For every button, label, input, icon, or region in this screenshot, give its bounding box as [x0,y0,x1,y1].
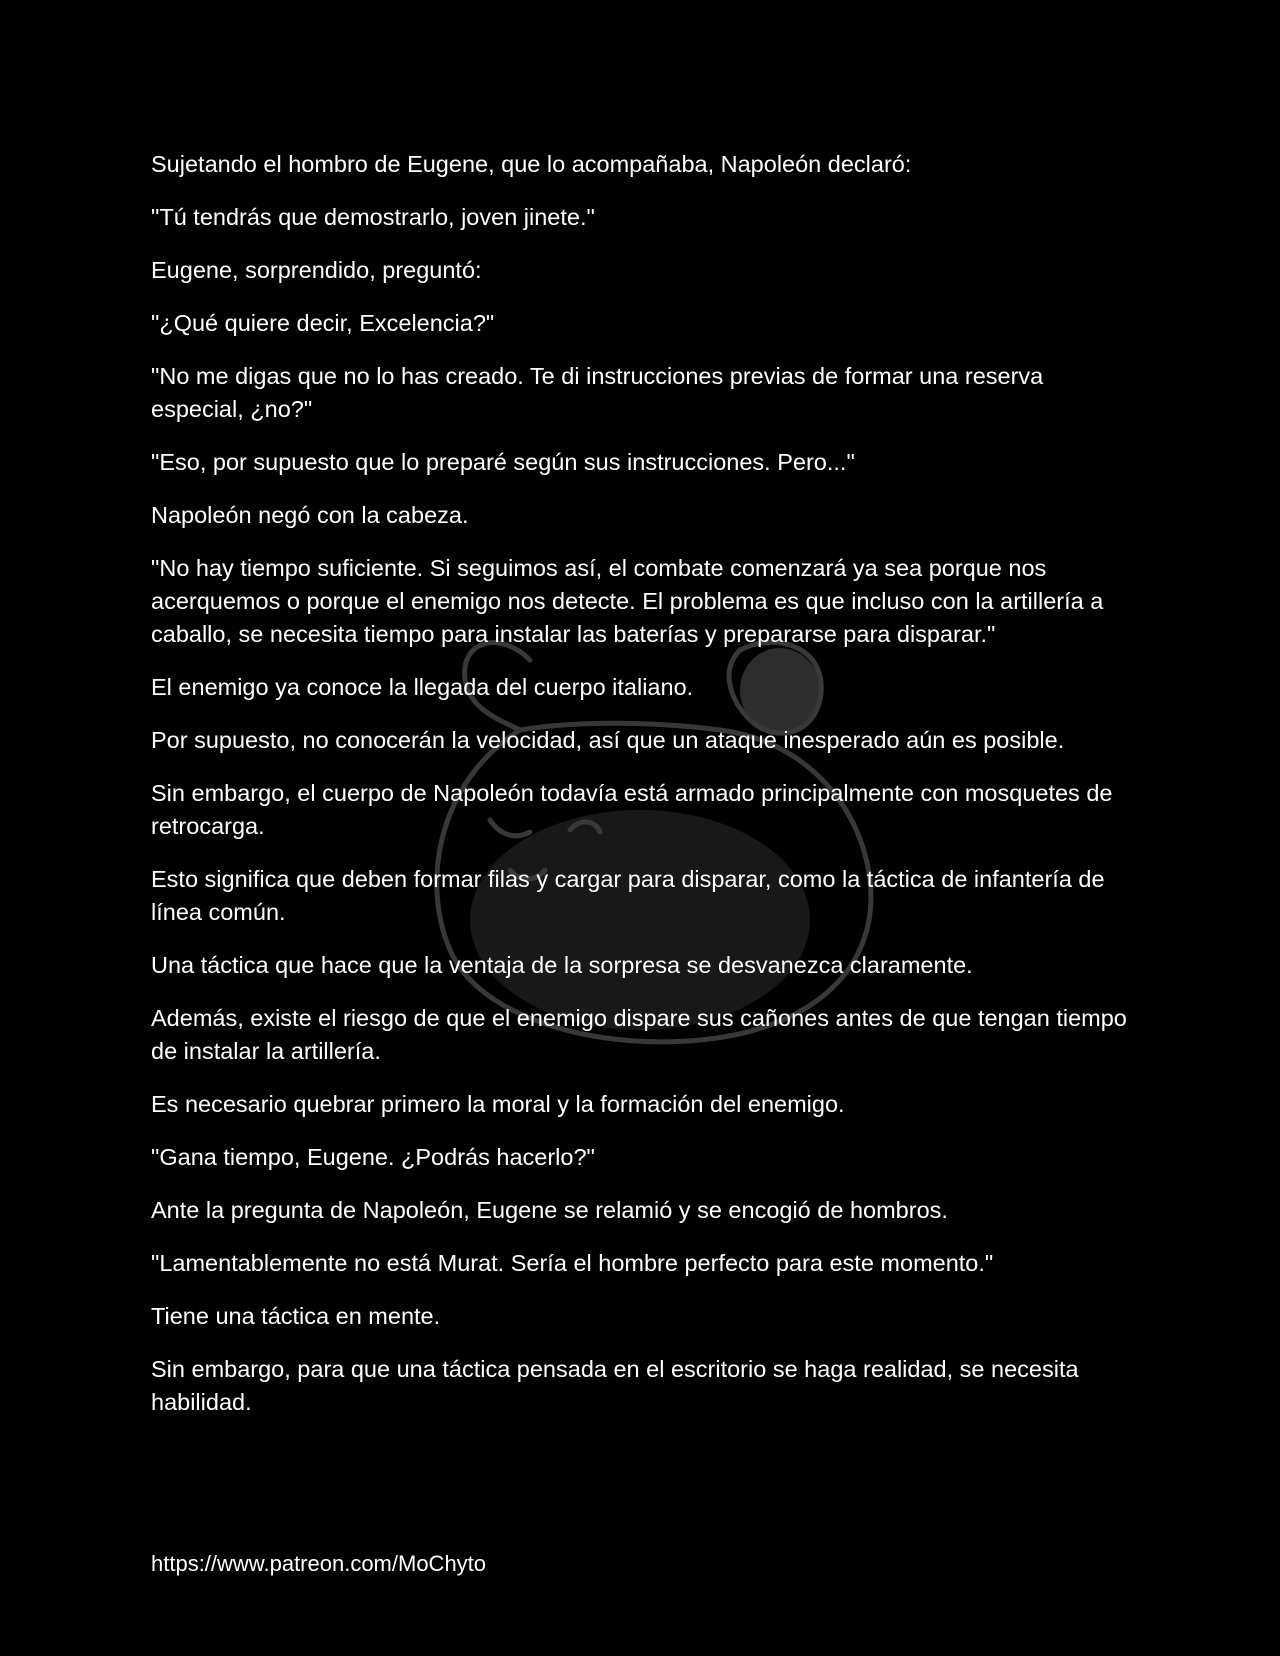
paragraph: Esto significa que deben formar filas y cargar para disparar, como la táctica de infantería de línea común. [151,866,1105,925]
paragraph: Sujetando el hombro de Eugene, que lo acompañaba, Napoleón declaró: [151,151,912,177]
paragraph: Una táctica que hace que la ventaja de la sorpresa se desvanezca claramente. [151,952,973,978]
patreon-link[interactable]: https://www.patreon.com/MoChyto [151,1551,487,1576]
paragraph: El enemigo ya conoce la llegada del cuerpo italiano. [151,674,694,700]
document-body [151,148,1141,1439]
paragraph: Además, existe el riesgo de que el enemigo dispare sus cañones antes de que tengan tiempo de instalar la artillería. [151,1005,1127,1064]
paragraph: Ante la pregunta de Napoleón, Eugene se relamió y se encogió de hombros. [151,1197,948,1223]
paragraph: "No hay tiempo suficiente. Si seguimos así, el combate comenzará ya sea porque nos acerquemos o porque el enemigo nos detecte. El problema es que incluso con la artillería a caballo, se necesita tiempo para instalar las baterías y prepararse para disparar." [151,555,1104,647]
paragraph: "Tú tendrás que demostrarlo, joven jinete." [151,204,595,230]
paragraph: Tiene una táctica en mente. [151,1303,441,1329]
paragraph: "Lamentablemente no está Murat. Sería el hombre perfecto para este momento." [151,1250,994,1276]
paragraph: "¿Qué quiere decir, Excelencia?" [151,310,495,336]
paragraph: Sin embargo, el cuerpo de Napoleón todavía está armado principalmente con mosquetes de retrocarga. [151,780,1113,839]
paragraph: "No me digas que no lo has creado. Te di instrucciones previas de formar una reserva especial, ¿no?" [151,363,1044,422]
paragraph: "Gana tiempo, Eugene. ¿Podrás hacerlo?" [151,1144,595,1170]
paragraph: Eugene, sorprendido, preguntó: [151,257,482,283]
paragraph: Sin embargo, para que una táctica pensada en el escritorio se haga realidad, se necesita habilidad. [151,1356,1079,1415]
paragraph: "Eso, por supuesto que lo preparé según sus instrucciones. Pero..." [151,449,855,475]
paragraph: Por supuesto, no conocerán la velocidad, así que un ataque inesperado aún es posible. [151,727,1065,753]
paragraph: Napoleón negó con la cabeza. [151,502,469,528]
paragraph: Es necesario quebrar primero la moral y la formación del enemigo. [151,1091,845,1117]
